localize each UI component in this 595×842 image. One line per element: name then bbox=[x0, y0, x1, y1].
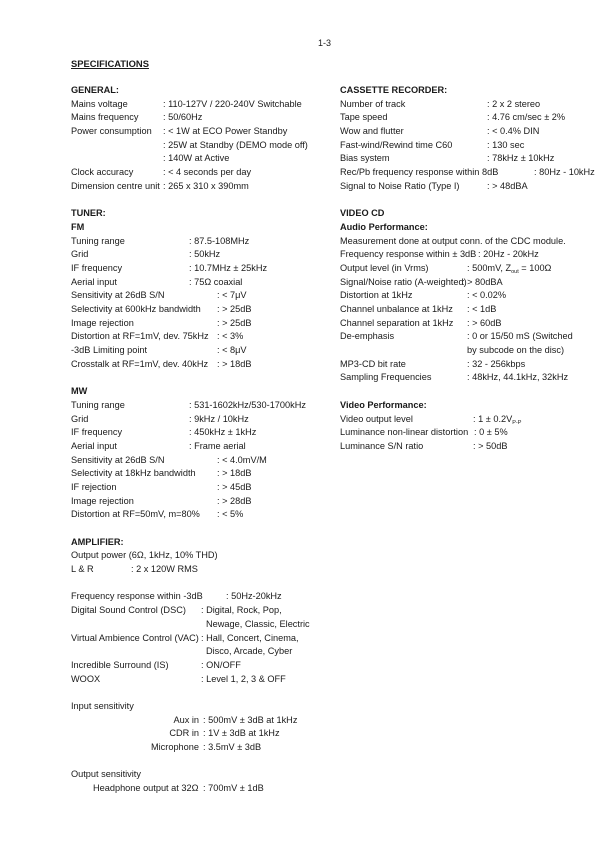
spec-row bbox=[71, 248, 326, 262]
spec-label: Aux in bbox=[173, 714, 199, 725]
spec-value: : < 4 seconds per day bbox=[163, 167, 252, 178]
spec-value: Newage, Classic, Electric bbox=[206, 618, 310, 629]
output-level-label: Output level (in Vrms) bbox=[340, 262, 429, 273]
amplifier-heading: AMPLIFIER: bbox=[71, 536, 124, 547]
spec-row bbox=[71, 111, 326, 125]
mw-heading: MW bbox=[71, 386, 88, 397]
cassette-snr-row bbox=[340, 180, 595, 194]
spec-row bbox=[71, 426, 326, 440]
spec-row bbox=[71, 645, 326, 659]
vcd-snr-value: : > 80dBA bbox=[462, 276, 503, 287]
spec-row bbox=[71, 139, 326, 153]
luminance-distortion-value: : 0 ± 5% bbox=[474, 427, 508, 438]
vcd-snr-row bbox=[340, 276, 595, 290]
spec-value: : 9kHz / 10kHz bbox=[189, 413, 249, 424]
general-section bbox=[71, 98, 326, 194]
spec-label: MP3-CD bit rate bbox=[340, 358, 406, 369]
spec-value: : 3.5mV ± 3dB bbox=[203, 742, 262, 752]
spec-label: Clock accuracy bbox=[71, 167, 134, 178]
fm-heading: FM bbox=[71, 221, 85, 232]
spec-row bbox=[340, 125, 595, 139]
spec-value: : ON/OFF bbox=[201, 659, 241, 670]
output-level-row bbox=[340, 262, 595, 276]
spec-label: Selectivity at 18kHz bandwidth bbox=[71, 468, 196, 479]
videocd-audio-section bbox=[340, 289, 595, 385]
spec-value: : 78kHz ± 10kHz bbox=[487, 153, 555, 164]
spec-row bbox=[71, 495, 326, 509]
video-output-value-text: : 1 ± 0.2V bbox=[473, 413, 513, 424]
amplifier-section bbox=[71, 590, 326, 686]
spec-row bbox=[340, 358, 595, 372]
spec-label: Tuning range bbox=[71, 235, 125, 246]
left-column bbox=[71, 84, 326, 796]
spec-label: Channel separation at 1kHz bbox=[340, 317, 454, 328]
spec-value: : < 0.02% bbox=[467, 290, 507, 301]
freq-response-row bbox=[340, 248, 595, 262]
spec-value: : 25W at Standby (DEMO mode off) bbox=[163, 139, 308, 150]
spec-label: -3dB Limiting point bbox=[71, 345, 148, 356]
videocd-heading: VIDEO CD bbox=[340, 208, 385, 219]
cassette-heading: CASSETTE RECORDER: bbox=[340, 85, 448, 95]
spec-row bbox=[71, 481, 326, 495]
spec-label: Fast-wind/Rewind time C60 bbox=[340, 139, 453, 150]
spec-row bbox=[340, 330, 595, 344]
spec-row bbox=[71, 440, 326, 454]
spec-label: Incredible Surround (IS) bbox=[71, 659, 169, 670]
spec-value: : 450kHz ± 1kHz bbox=[189, 427, 257, 438]
spec-label: Crosstalk at RF=1mV, dev. 40kHz bbox=[71, 358, 209, 369]
spec-row bbox=[340, 139, 595, 153]
output-level-tail: = 100Ω bbox=[518, 262, 552, 273]
spec-row bbox=[71, 727, 326, 741]
spec-value: : 110-127V / 220-240V Switchable bbox=[163, 98, 302, 109]
spec-label: Bias system bbox=[340, 153, 390, 164]
spec-label: De-emphasis bbox=[340, 331, 395, 342]
lr-value: : 2 x 120W RMS bbox=[131, 564, 198, 575]
spec-value: : > 25dB bbox=[217, 304, 252, 314]
spec-value: : Frame aerial bbox=[189, 440, 246, 451]
headphone-value: : 700mV ± 1dB bbox=[203, 783, 264, 794]
spec-value: : 500mV ± 3dB at 1kHz bbox=[203, 714, 298, 725]
spec-value: : 50/60Hz bbox=[163, 112, 203, 123]
spec-value: : < 1W at ECO Power Standby bbox=[163, 126, 288, 137]
spec-value: : > 18dB bbox=[217, 358, 252, 369]
cassette-section bbox=[340, 98, 595, 166]
spec-row bbox=[71, 317, 326, 331]
page-number: 1-3 bbox=[318, 38, 332, 48]
video-output-label: Video output level bbox=[340, 413, 413, 424]
freq-response-value: : 20Hz - 20kHz bbox=[478, 249, 539, 260]
spec-value: : > 25dB bbox=[217, 317, 252, 328]
spec-row bbox=[71, 152, 326, 166]
measure-note: Measurement done at output conn. of the CDC module. bbox=[340, 235, 566, 246]
spec-row bbox=[71, 399, 326, 413]
headphone-row bbox=[71, 782, 326, 796]
spec-label: Virtual Ambience Control (VAC) bbox=[71, 632, 199, 643]
output-sensitivity-row bbox=[71, 768, 326, 782]
spec-label: Tuning range bbox=[71, 399, 125, 410]
spec-row bbox=[71, 454, 326, 468]
video-output-row bbox=[340, 413, 595, 427]
spec-label: Microphone bbox=[150, 742, 199, 752]
spec-row bbox=[71, 508, 326, 522]
spec-row bbox=[71, 590, 326, 604]
spec-row bbox=[71, 714, 326, 728]
spec-row bbox=[71, 180, 326, 194]
spec-row bbox=[340, 152, 595, 166]
spec-row bbox=[71, 604, 326, 618]
spec-label: Wow and flutter bbox=[340, 126, 404, 137]
luminance-distortion-label: Luminance non-linear distortion bbox=[340, 427, 469, 438]
spec-value: : 75Ω coaxial bbox=[189, 276, 243, 287]
spec-row bbox=[71, 618, 326, 632]
spec-value: : < 8μV bbox=[217, 345, 247, 356]
lr-row bbox=[71, 563, 326, 577]
input-sensitivity-section bbox=[71, 714, 326, 755]
spec-label: Image rejection bbox=[71, 495, 134, 506]
luminance-snr-value: : > 50dB bbox=[473, 440, 508, 451]
vcd-snr-label: Signal/Noise ratio (A-weighted) bbox=[340, 276, 467, 287]
spec-value: : 48kHz, 44.1kHz, 32kHz bbox=[467, 372, 569, 383]
fm-section bbox=[71, 235, 326, 372]
headphone-label: Headphone output at 32Ω bbox=[93, 783, 199, 794]
spec-value: : 4.76 cm/sec ± 2% bbox=[487, 112, 566, 123]
spec-label: IF frequency bbox=[71, 262, 123, 273]
spec-label: Distortion at RF=1mV, dev. 75kHz bbox=[71, 331, 209, 342]
output-level-value-text: : 500mV, Z bbox=[467, 262, 512, 273]
spec-value: : < 1dB bbox=[467, 304, 497, 314]
spec-value: : 1V ± 3dB at 1kHz bbox=[203, 728, 280, 739]
output-sensitivity-heading: Output sensitivity bbox=[71, 769, 141, 780]
spec-label: Number of track bbox=[340, 98, 406, 109]
spec-label: Frequency response within -3dB bbox=[71, 591, 203, 602]
spec-label: Mains frequency bbox=[71, 112, 139, 123]
luminance-snr-label: Luminance S/N ratio bbox=[340, 440, 424, 451]
luminance-distortion-row bbox=[340, 426, 595, 440]
spec-value: : 140W at Active bbox=[163, 153, 230, 164]
spec-row bbox=[340, 289, 595, 303]
spec-row bbox=[340, 303, 595, 317]
spec-value: : 32 - 256kbps bbox=[467, 358, 526, 369]
spec-label: IF rejection bbox=[71, 481, 117, 492]
spec-row bbox=[71, 98, 326, 112]
spec-label: Grid bbox=[71, 249, 89, 260]
spec-label: WOOX bbox=[71, 673, 101, 684]
spec-value: : 50Hz-20kHz bbox=[226, 591, 282, 602]
spec-value: : > 28dB bbox=[217, 495, 252, 506]
spec-label: Image rejection bbox=[71, 317, 134, 328]
spec-label: IF frequency bbox=[71, 427, 123, 438]
spec-value: : < 0.4% DIN bbox=[487, 126, 540, 137]
spec-value: : < 4.0mV/M bbox=[217, 454, 267, 465]
spec-value: : 0 or 15/50 mS (Switched bbox=[467, 331, 573, 342]
spec-label: Aerial input bbox=[71, 440, 117, 451]
input-sensitivity-heading: Input sensitivity bbox=[71, 700, 134, 711]
spec-label: Mains voltage bbox=[71, 98, 128, 109]
spec-row bbox=[71, 303, 326, 317]
cassette-snr-label: Signal to Noise Ratio (Type I) bbox=[340, 180, 460, 191]
spec-label: Digital Sound Control (DSC) bbox=[71, 605, 186, 616]
spec-row bbox=[71, 673, 326, 687]
measure-note-row bbox=[340, 235, 595, 249]
spec-label: Power consumption bbox=[71, 126, 152, 137]
spec-label: Tape speed bbox=[340, 112, 388, 123]
spec-value: : 87.5-108MHz bbox=[189, 235, 250, 246]
spec-value: : 130 sec bbox=[487, 139, 525, 150]
spec-row bbox=[340, 317, 595, 331]
spec-value: Disco, Arcade, Cyber bbox=[206, 646, 293, 657]
mw-section bbox=[71, 399, 326, 522]
spec-label: Dimension centre unit bbox=[71, 180, 160, 191]
spec-row bbox=[340, 371, 595, 385]
video-output-subscript: P-P bbox=[512, 419, 522, 426]
lr-label: L & R bbox=[71, 564, 94, 575]
spec-value: : 50kHz bbox=[189, 249, 221, 260]
cassette-snr-value: : > 48dBA bbox=[487, 180, 528, 191]
spec-value: : 10.7MHz ± 25kHz bbox=[189, 262, 268, 273]
input-sensitivity-row bbox=[71, 700, 326, 714]
spec-row bbox=[71, 276, 326, 290]
output-power-row bbox=[71, 549, 326, 563]
spec-value: : 2 x 2 stereo bbox=[487, 98, 541, 109]
spec-row bbox=[71, 358, 326, 372]
spec-label: Grid bbox=[71, 413, 89, 424]
spec-label: Aerial input bbox=[71, 276, 117, 287]
spec-label: Distortion at 1kHz bbox=[340, 290, 413, 301]
tuner-heading: TUNER: bbox=[71, 208, 106, 219]
page-title: SPECIFICATIONS bbox=[71, 58, 149, 69]
spec-row bbox=[71, 632, 326, 646]
audio-performance-heading: Audio Performance: bbox=[340, 221, 428, 232]
spec-value: : 531-1602kHz/530-1700kHz bbox=[189, 399, 306, 410]
spec-row bbox=[71, 262, 326, 276]
spec-row bbox=[340, 344, 595, 358]
spec-label: Distortion at RF=50mV, m=80% bbox=[71, 509, 200, 520]
spec-value: : < 5% bbox=[217, 509, 244, 520]
general-heading: GENERAL: bbox=[71, 85, 119, 95]
spec-row bbox=[340, 98, 595, 112]
recpb-label: Rec/Pb frequency response within 8dB bbox=[340, 167, 499, 178]
right-column bbox=[340, 84, 595, 454]
spec-value: by subcode on the disc) bbox=[467, 345, 565, 356]
freq-response-label: Frequency response within ± 3dB bbox=[340, 249, 477, 260]
spec-value: : 265 x 310 x 390mm bbox=[163, 180, 249, 191]
video-performance-heading: Video Performance: bbox=[340, 399, 427, 410]
recpb-value: : 80Hz - 10kHz bbox=[534, 167, 595, 178]
spec-label: Channel unbalance at 1kHz bbox=[340, 304, 453, 314]
spec-row bbox=[71, 659, 326, 673]
spec-row bbox=[71, 125, 326, 139]
luminance-snr-row bbox=[340, 440, 595, 454]
spec-value: : Hall, Concert, Cinema, bbox=[201, 632, 299, 643]
spec-value: : > 60dB bbox=[467, 317, 502, 328]
spec-row bbox=[71, 413, 326, 427]
spec-value: : < 3% bbox=[217, 331, 244, 342]
spec-value: : > 45dB bbox=[217, 481, 252, 492]
spec-value: : > 18dB bbox=[217, 468, 252, 479]
spec-row bbox=[71, 344, 326, 358]
recpb-row bbox=[340, 166, 595, 180]
spec-label: CDR in bbox=[169, 728, 199, 739]
spec-label: Sampling Frequencies bbox=[340, 372, 432, 383]
spec-row bbox=[71, 235, 326, 249]
spec-label: Sensitivity at 26dB S/N bbox=[71, 454, 165, 465]
output-level-subscript: out bbox=[511, 268, 519, 275]
spec-row bbox=[71, 166, 326, 180]
spec-row bbox=[71, 467, 326, 481]
spec-value: : < 7μV bbox=[217, 290, 247, 301]
spec-label: Sensitivity at 26dB S/N bbox=[71, 290, 165, 301]
output-power-label: Output power (6Ω, 1kHz, 10% THD) bbox=[71, 550, 218, 561]
spec-row bbox=[71, 741, 326, 755]
spec-label: Selectivity at 600kHz bandwidth bbox=[71, 304, 201, 314]
spec-value: : Level 1, 2, 3 & OFF bbox=[201, 673, 286, 684]
spec-row bbox=[71, 289, 326, 303]
spec-value: : Digital, Rock, Pop, bbox=[201, 605, 282, 616]
spec-row bbox=[71, 330, 326, 344]
spec-row bbox=[340, 111, 595, 125]
